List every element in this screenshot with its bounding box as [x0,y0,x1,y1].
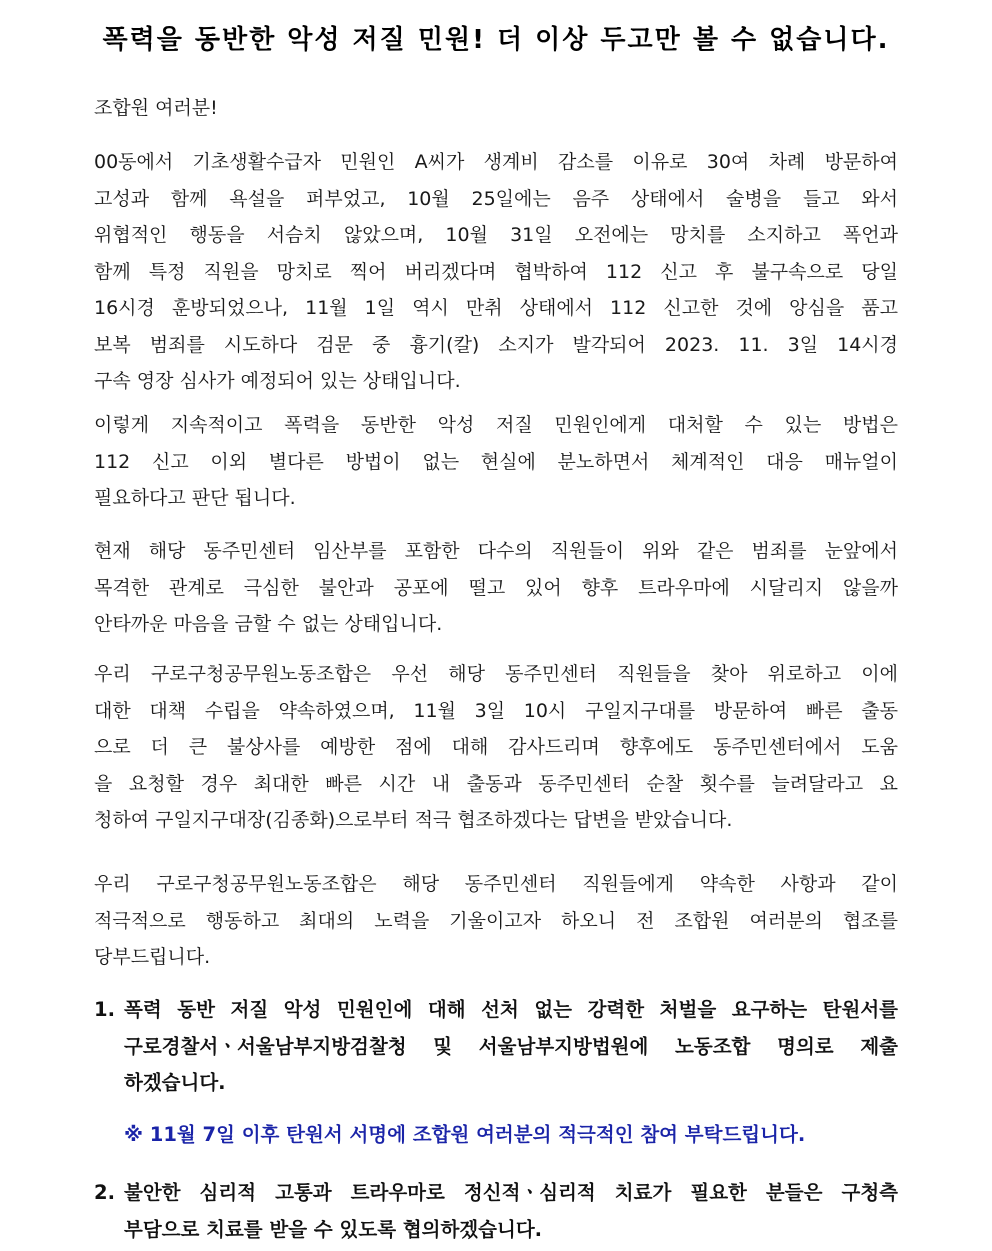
paragraph-line: 우리 구로구청공무원노동조합은 우선 해당 동주민센터 직원들을 찾아 위로하고 이에 [94,663,898,685]
paragraph-line: 보복 범죄를 시도하다 검문 중 흉기(칼) 소지가 발각되어 2023. 11. 3일 14시경 [94,333,898,356]
list-line: 부담으로 치료를 받을 수 있도록 협의하겠습니다. [124,1217,543,1241]
page-title: 폭력을 동반한 악성 저질 민원! 더 이상 두고만 볼 수 없습니다. [102,25,890,55]
paragraph-line: 고성과 함께 욕설을 퍼부었고, 10월 25일에는 음주 상태에서 술병을 들고 와서 [94,187,898,210]
paragraph-line: 우리 구로구청공무원노동조합은 해당 동주민센터 직원들에게 약속한 사항과 같이 [94,873,898,895]
paragraph-line: 적극적으로 행동하고 최대의 노력을 기울이고자 하오니 전 조합원 여러분의 협조를 [94,909,898,932]
paragraph-line: 현재 해당 동주민센터 임산부를 포함한 다수의 직원들이 위와 같은 범죄를 눈앞에서 [94,540,898,562]
paragraph-response-need [94,407,898,517]
list-number: 1. [94,998,115,1021]
paragraph-line: 함께 특정 직원을 망치로 찍어 버리겠다며 협박하여 112 신고 후 불구속으로 당일 [94,260,898,283]
list-item [94,992,898,1102]
paragraph-line: 안타까운 마음을 금할 수 없는 상태입니다. [94,613,443,635]
paragraph-line: 으로 더 큰 불상사를 예방한 점에 대해 감사드리며 향후에도 동주민센터에서 도움 [94,736,898,758]
list-line: 구로경찰서ㆍ서울남부지방검찰청 및 서울남부지방법원에 노동조합 명의로 제출 [124,1034,898,1058]
paragraph-line: 구속 영장 심사가 예정되어 있는 상태입니다. [94,370,461,392]
paragraph-line: 112 신고 이외 별다른 방법이 없는 현실에 분노하면서 체계적인 대응 매뉴얼이 [94,450,898,473]
paragraph-staff-anxiety [94,533,898,643]
paragraph-line: 청하여 구일지구대장(김종화)으로부터 적극 협조하겠다는 답변을 받았습니다. [94,809,733,831]
paragraph-line: 16시경 훈방되었으나, 11월 1일 역시 만취 상태에서 112 신고한 것에 앙심을 품고 [94,297,898,319]
paragraph-line: 을 요청할 경우 최대한 빠른 시간 내 출동과 동주민센터 순찰 횟수를 늘려달라고 요 [94,772,898,795]
paragraph-line: 이렇게 지속적이고 폭력을 동반한 악성 저질 민원인에게 대처할 수 있는 방법은 [94,414,898,436]
list-line: 불안한 심리적 고통과 트라우마로 정신적ㆍ심리적 치료가 필요한 분들은 구청측 [124,1181,898,1204]
paragraph-line: 당부드립니다. [94,946,211,968]
greeting: 조합원 여러분! [94,97,218,119]
paragraph-request-cooperation [94,866,898,976]
list-number: 2. [94,1181,115,1204]
petition-note: ※ 11월 7일 이후 탄원서 서명에 조합원 여러분의 적극적인 참여 부탁드립니다. [124,1123,806,1146]
list-item [94,1175,898,1248]
paragraph-line: 대한 대책 수립을 약속하였으며, 11월 3일 10시 구일지구대를 방문하여 빠른 출동 [94,699,898,722]
list-line: 하겠습니다. [124,1071,226,1094]
paragraph-line: 목격한 관계로 극심한 불안과 공포에 떨고 있어 향후 트라우마에 시달리지 않을까 [94,576,898,599]
paragraph-union-actions [94,656,898,839]
paragraph-incident [94,144,898,400]
paragraph-line: 위협적인 행동을 서슴치 않았으며, 10월 31일 오전에는 망치를 소지하고 폭언과 [94,224,898,246]
paragraph-line: 00동에서 기초생활수급자 민원인 A씨가 생계비 감소를 이유로 30여 차례 방문하여 [94,151,898,173]
list-line: 폭력 동반 저질 악성 민원인에 대해 선처 없는 강력한 처벌을 요구하는 탄원서를 [124,998,898,1021]
paragraph-line: 필요하다고 판단 됩니다. [94,487,296,509]
